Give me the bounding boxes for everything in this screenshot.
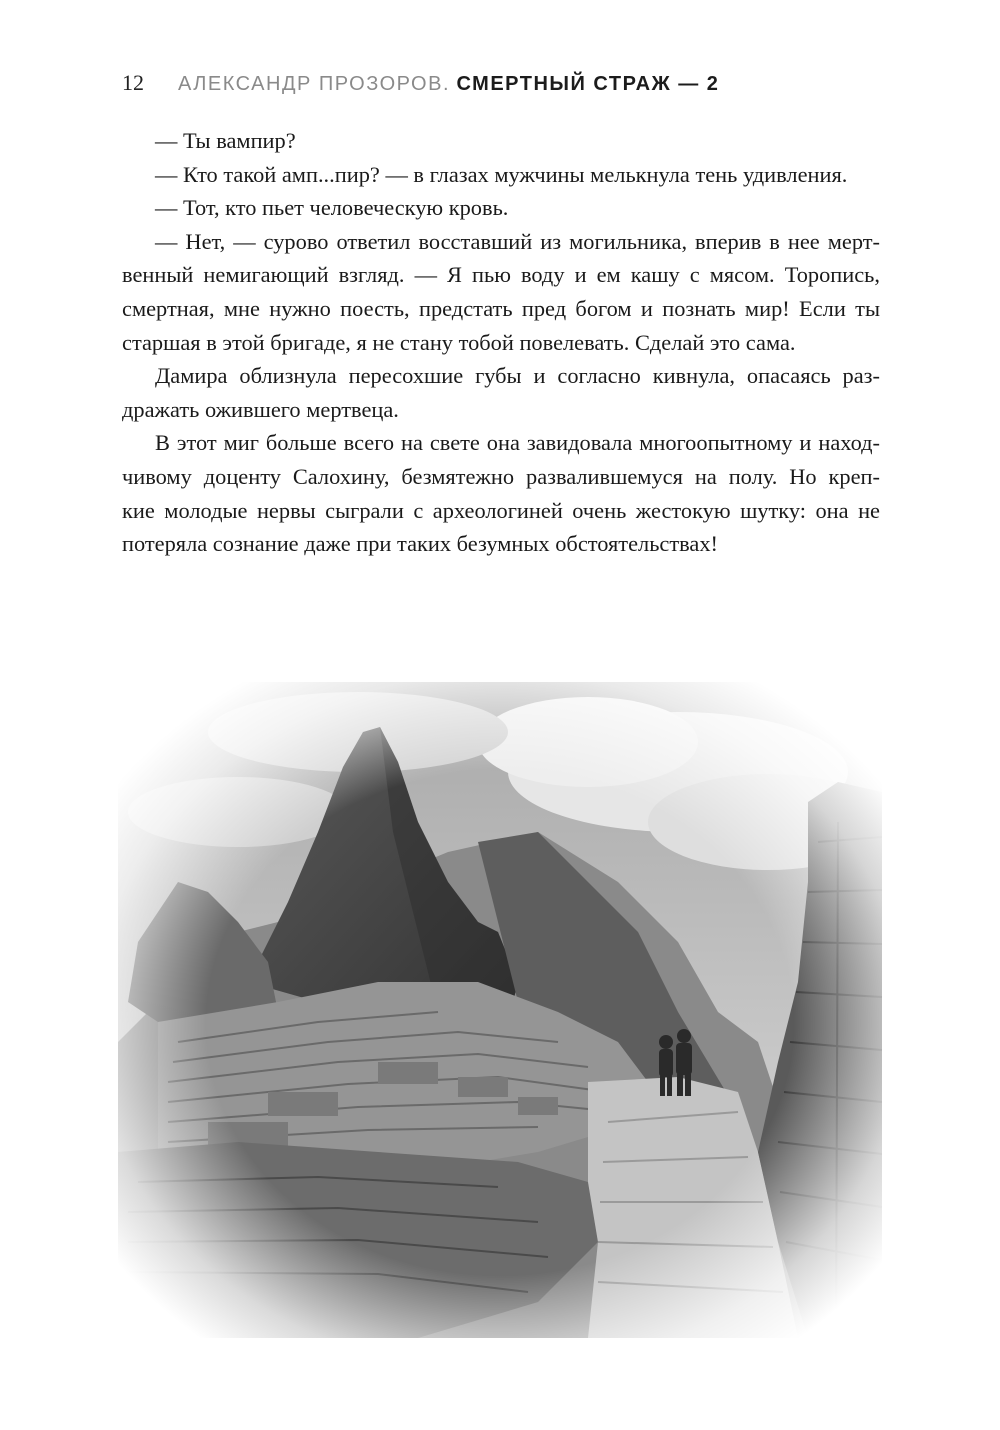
text-line: — Ты вампир?	[155, 128, 296, 153]
text-line: потеряла сознание даже при таких безумных обстоятельствах!	[122, 531, 719, 557]
vignette-fade	[118, 682, 882, 1338]
text-line: Дамира облизнула пересохшие губы и согласно кивнула, опасаясь раз-	[155, 363, 880, 389]
text-line: чивому доценту Салохину, безмятежно развалившемуся на полу. Но креп-	[122, 463, 880, 489]
text-line: дражать ожившего мертвеца.	[122, 396, 399, 422]
text-line: — Нет, — сурово ответил восставший из могильника, вперив в нее мерт-	[155, 228, 880, 254]
text-line: венный немигающий взгляд. — Я пью воду и ем кашу с мясом. Торопись,	[122, 262, 880, 288]
text-line: старшая в этой бригаде, я не стану тобой повелевать. Сделай это сама.	[122, 329, 796, 355]
machu-picchu-illustration	[118, 682, 882, 1338]
text-line: смертная, мне нужно поесть, предстать пред богом и познать мир! Если ты	[122, 295, 880, 321]
illustration-svg	[118, 682, 882, 1338]
body-text	[122, 124, 880, 561]
text-line: кие молодые нервы сыграли с археологиней очень жестокую шутку: она не	[122, 497, 880, 523]
page-number: 12	[122, 70, 144, 95]
text-line: В этот миг больше всего на свете она завидовала многоопытному и наход-	[155, 430, 880, 456]
text-line: — Тот, кто пьет человеческую кровь.	[155, 195, 509, 221]
text-line: — Кто такой амп...пир? — в глазах мужчины мелькнула тень удивления.	[155, 161, 848, 187]
author-name: АЛЕКСАНДР ПРОЗОРОВ.	[178, 73, 450, 95]
book-title: СМЕРТНЫЙ СТРАЖ — 2	[456, 73, 720, 95]
running-head	[122, 70, 719, 96]
